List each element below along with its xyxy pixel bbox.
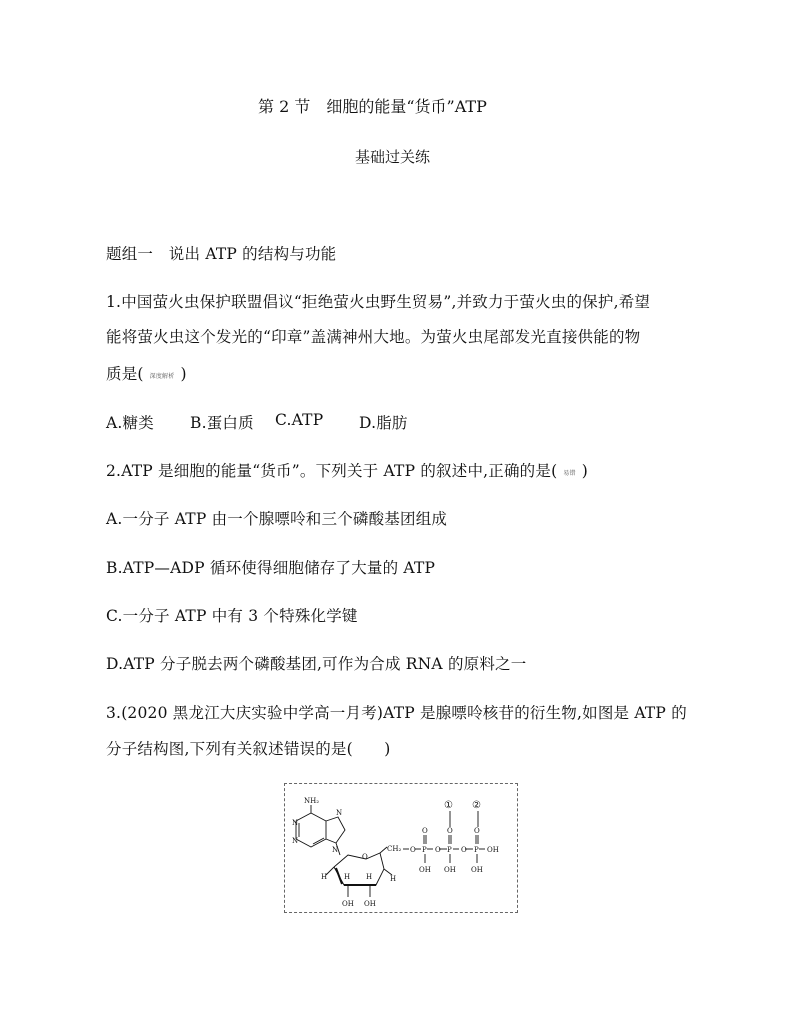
q2-option-a: A.一分子 ATP 由一个腺嘌呤和三个磷酸基团组成 (106, 510, 448, 528)
q3-line-2: 分子结构图,下列有关叙述错误的是( ) (106, 740, 391, 758)
bond-marker-2: ② (472, 800, 481, 811)
p1-oh-label: OH (419, 866, 431, 874)
q2-note: 易错 (563, 469, 576, 477)
q1-line-2: 能将萤火虫这个发光的“印章”盖满神州大地。为萤火虫尾部发光直接供能的物 (106, 328, 641, 346)
ribose-h4-label: H (390, 875, 397, 883)
purine-five-ring (326, 817, 345, 843)
p1-double-o-label: O (422, 827, 428, 835)
ribose-h3-label: H (366, 873, 373, 881)
ribose-ring-oxygen-label: O (362, 853, 368, 861)
ribose-h1-label: H (321, 873, 328, 881)
purine-n1-label: N (292, 819, 299, 827)
q2-stem (106, 459, 588, 481)
bond-marker-1: ① (444, 800, 453, 811)
phosphate-p2-label: P (447, 846, 452, 854)
section-heading: 题组一 说出 ATP 的结构与功能 (106, 245, 337, 263)
q3-line-1: 3.(2020 黑龙江大庆实验中学高一月考)ATP 是腺嘌呤核苷的衍生物,如图是 ATP 的 (106, 704, 687, 722)
q2-stem-text: 2.ATP 是细胞的能量“货币”。下列关于 ATP 的叙述中,正确的是( (106, 462, 558, 480)
p3-double-o-label: O (474, 827, 480, 835)
q1-option-b: B.蛋白质 (190, 414, 254, 432)
ribose-oh3-label: OH (364, 900, 376, 908)
purine-n7-label: N (336, 809, 343, 817)
terminal-oh-label: OH (487, 846, 499, 854)
p3-oh-label: OH (471, 866, 483, 874)
bridge-o2-label: O (435, 846, 441, 854)
q1-option-a: A.糖类 (106, 414, 154, 432)
q1-option-d: D.脂肪 (359, 414, 408, 432)
q2-option-b: B.ATP—ADP 循环使得细胞储存了大量的 ATP (106, 559, 436, 577)
q1-line-1: 1.中国萤火虫保护联盟倡议“拒绝萤火虫野生贸易”,并致力于萤火虫的保护,希望 (106, 293, 651, 311)
ribose-h2-label: H (344, 873, 351, 881)
q1-note: 深度解析 (149, 372, 175, 380)
bridge-o3-label: O (461, 846, 467, 854)
page-title: 第 2 节 细胞的能量“货币”ATP (258, 97, 487, 116)
p2-oh-label: OH (444, 866, 456, 874)
phosphate-p3-label: P (474, 846, 479, 854)
purine-six-ring (296, 813, 326, 847)
q2-option-d: D.ATP 分子脱去两个磷酸基团,可作为合成 RNA 的原料之一 (106, 655, 527, 673)
q2-option-c: C.一分子 ATP 中有 3 个特殊化学键 (106, 607, 358, 625)
q1-line-3 (106, 362, 187, 384)
purine-n9-label: N (332, 846, 339, 854)
q1-stem-end: 质是( (106, 365, 144, 383)
q2-stem-paren: ) (581, 462, 588, 480)
purine-n3-label: N (292, 837, 299, 845)
q1-option-c: C.ATP (275, 411, 324, 429)
bridge-o1-label: O (410, 846, 416, 854)
ribose-oh2-label: OH (342, 900, 354, 908)
page-subtitle: 基础过关练 (355, 148, 431, 166)
p2-double-o-label: O (447, 827, 453, 835)
q1-stem-paren: ) (180, 365, 187, 383)
atp-structure-diagram (284, 783, 524, 918)
amino-group-label: NH₂ (304, 797, 320, 805)
ch2-label: CH₂ (387, 845, 402, 853)
phosphate-p1-label: P (422, 846, 427, 854)
